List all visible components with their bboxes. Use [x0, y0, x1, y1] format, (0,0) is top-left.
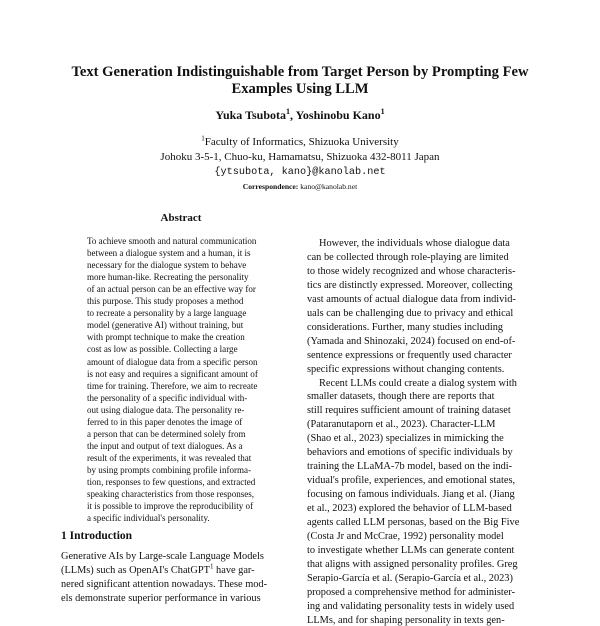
right-column-line: vidual's profile, experiences, and emotional states,	[307, 475, 516, 487]
abstract-line: model (generative AI) without training, but	[87, 320, 244, 331]
abstract-line: a specific individual's personality.	[87, 513, 210, 524]
abstract-line: speaking characteristics from those responses,	[87, 489, 255, 500]
correspondence	[0, 182, 600, 191]
title-line-2: Examples Using LLM	[231, 81, 369, 97]
right-column-line: Serapio-García et al. (Serapio-García et al., 2023)	[307, 572, 513, 584]
title-line-1: Text Generation Indistinguishable from Target Person by Prompting Few	[71, 64, 529, 80]
abstract-line: a person that can be determined solely from	[87, 428, 246, 439]
author-emails: {ytsubota, kano}@kanolab.net	[214, 167, 386, 178]
abstract-line: out using dialogue data. The personality re-	[87, 404, 245, 415]
right-column-line: agents called LLM personas, based on the Big Five	[307, 517, 520, 528]
right-column-line: et al., 2023) explored the behavior of LLM-based	[307, 503, 512, 515]
affiliation-address: Johoku 3-5-1, Chuo-ku, Hamamatsu, Shizuoka 432-8011 Japan	[160, 151, 440, 163]
abstract-line: by using prompts combining profile informa-	[87, 464, 252, 475]
abstract-line: the input and output of text dialogues. As a	[87, 440, 243, 451]
right-column-line: can be collected through role-playing are limited	[307, 251, 509, 263]
abstract-line: to recreate a personality by a large language	[87, 308, 247, 319]
paper-title	[60, 64, 540, 98]
author-affil-mark: 1	[380, 107, 385, 116]
abstract-line: necessary for the dialogue system to behave	[87, 260, 247, 271]
right-column-line: sentence expressions or frequently used character	[307, 349, 512, 361]
right-column-line: focusing on famous individuals. Jiang et al. (Jiang	[307, 489, 515, 501]
right-column-line: ing and validating personality tests in widely used	[307, 600, 515, 612]
right-column-line: that aligns with assigned personality profiles. Greg	[307, 558, 518, 570]
correspondence-email: kano@kanolab.net	[298, 182, 358, 191]
affiliation-mark: 1	[201, 134, 205, 143]
correspondence-label: Correspondence:	[242, 182, 299, 191]
affiliation-line-1	[0, 136, 600, 148]
abstract-line: between a dialogue system and a human, it is	[87, 248, 251, 259]
abstract-line: tion, responses to few questions, and extracted	[87, 477, 256, 487]
right-column-line: smaller datasets, though there are reports that	[307, 391, 495, 403]
abstract-line: time for training. Therefore, we aim to recreate	[87, 380, 258, 391]
right-column-line: proposed a comprehensive method for administer-	[307, 586, 516, 598]
right-column-line: to those widely recognized and whose characteris-	[307, 265, 516, 277]
right-column-line: vast amounts of actual dialogue data from individ-	[307, 293, 516, 305]
author-name: Yoshinobu Kano	[295, 108, 381, 122]
intro-line: nered significant attention nowadays. These mod-	[61, 579, 268, 590]
right-column-line: training the LLaMA-7b model, based on the indi-	[307, 461, 513, 473]
right-column-line: (Pataranutaporn et al., 2023). Character-LLM	[307, 419, 496, 431]
abstract-line: with prompt technique to make the creation	[87, 332, 245, 343]
author-affil-mark: 1	[286, 107, 290, 116]
section-heading-introduction: 1 Introduction	[61, 530, 133, 542]
abstract-heading: Abstract	[160, 212, 202, 224]
abstract-line: is not easy and requires a significant amount of	[87, 368, 258, 379]
footnote-mark: 1	[209, 562, 214, 571]
author-name: Yuka Tsubota	[215, 108, 286, 122]
abstract-line: To achieve smooth and natural communication	[87, 236, 257, 246]
abstract-line: the personality of a specific individual with-	[87, 392, 248, 403]
right-column-line: LLMs, and for shaping personality in texts gen-	[307, 614, 505, 626]
intro-line: Generative AIs by Large-scale Language Models	[61, 551, 264, 562]
right-column-line: specific expressions without changing contents.	[307, 363, 505, 375]
right-column-line: considerations. Further, many studies including	[307, 321, 504, 333]
right-column-line: (Yamada and Shinozaki, 2024) focused on end-of-	[307, 335, 516, 347]
abstract-line: cost as low as possible. Collecting a large	[87, 344, 238, 355]
intro-text: (LLMs) such as OpenAI's ChatGPT	[61, 565, 210, 576]
intro-line: els demonstrate superior performance in various	[61, 593, 261, 604]
abstract-line: amount of dialogue data from a specific person	[87, 356, 258, 367]
right-column-line: still requires sufficient amount of training dataset	[307, 405, 511, 417]
abstract-line: ferred to in this paper denotes the image of	[87, 416, 243, 427]
right-column-line: behaviors and emotions of specific individuals by	[307, 447, 513, 459]
intro-text: have gar-	[213, 565, 255, 576]
right-column-line: uals can be challenging due to privacy and ethical	[307, 307, 514, 319]
right-column-line: to investigate whether LLMs can generate content	[307, 544, 515, 556]
abstract-line: of an actual person can be an effective way for	[87, 284, 256, 295]
right-column-line: Recent LLMs could create a dialog system with	[319, 377, 517, 389]
author-list	[0, 108, 600, 123]
abstract-line: result of the experiments, it was revealed that	[87, 452, 252, 463]
intro-line	[61, 562, 286, 576]
abstract-line: more human-like. Recreating the personality	[87, 272, 249, 283]
abstract-line: it is possible to improve the reproducibility of	[87, 501, 254, 512]
right-column-line: However, the individuals whose dialogue data	[319, 238, 510, 249]
author-separator: ,	[290, 108, 296, 122]
right-column-line: (Costa Jr and McCrae, 1992) personality model	[307, 530, 504, 542]
affiliation-name: Faculty of Informatics, Shizuoka University	[204, 136, 399, 148]
right-column-line: (Shao et al., 2023) specializes in mimicking the	[307, 433, 504, 445]
right-column-line: tics are distinctly expressed. Moreover, collecting	[307, 279, 513, 291]
abstract-line: this purpose. This study proposes a method	[87, 296, 244, 307]
